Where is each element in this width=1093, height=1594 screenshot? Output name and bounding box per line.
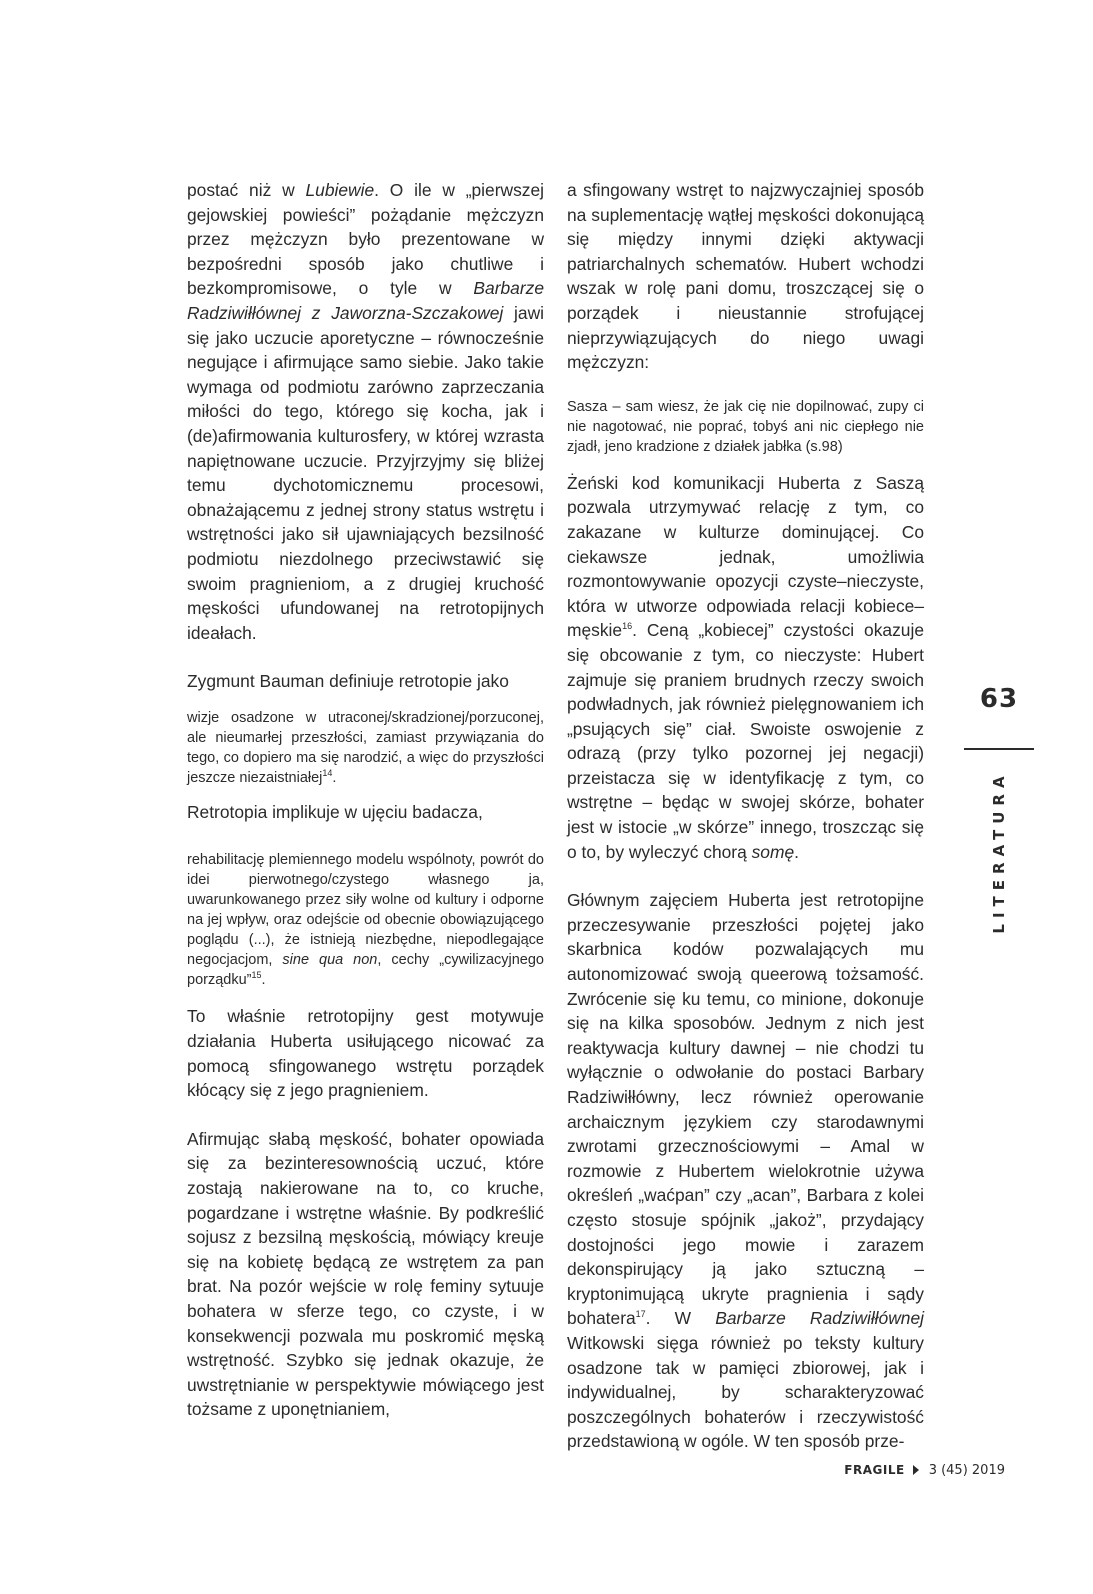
arrow-right-icon <box>913 1465 919 1475</box>
block-quote: Sasza – sam wiesz, że jak cię nie dopilnować, zupy ci nie nagotować, nie poprać, tobyś ani nic ciepłego nie zjadł, jeno kradzione z działek jabłka (s.98) <box>567 398 924 455</box>
body-paragraph: Afirmując słabą męskość, bohater opowiada się za bezinteresownością uczuć, które zostają nakierowane na to, co kruche, pogardzane i wstrętne właśnie. By podkreślić sojusz z bezsilną męskością, mówiący kreuje się na kobietę będącą ze wstrętem za pan brat. Na pozór wejście w rolę feminy sytuuje bohatera w sferze tego, co czyste, i w konsekwencji pozwala mu poskromić męską wstrętność. Szybko się jednak okazuje, że uwstrętnianie w perspektywie mówiącego jest tożsame z uponętnianiem, <box>187 1128 544 1420</box>
page-footer <box>844 1462 1005 1478</box>
body-paragraph: postać niż w Lubiewie. O ile w „pierwszej gejowskiej powieści” pożądanie mężczyzn przez mężczyzn było prezentowane w bezpośredni sposób jako chutliwe i bezkompromisowe, o tyle w Barbarze Radziwiłłównej z Jaworzna-Szczakowej jawi się jako uczucie aporetyczne – równocześnie negujące i afirmujące samo siebie. Jako takie wymaga od podmiotu zarówno zaprzeczania miłości do tego, którego się kocha, jak i (de)afirmowania kulturosfery, w której wzrasta napiętnowane uczucie. Przyjrzyjmy się bliżej temu dychotomicznemu procesowi, obnażającemu z jednej strony status wstrętu i wstrętności jako sił ujawniających bezsilność podmiotu niezdolnego przeciwstawić się swoim pragnieniom, a z drugiej kruchość męskości ufundowanej na retrotopijnych ideałach. <box>187 180 544 643</box>
body-paragraph: To właśnie retrotopijny gest motywuje działania Huberta usiłującego nicować za pomocą sfingowanego wstrętu porządek kłócący się z jego pragnieniem. <box>187 1006 544 1101</box>
footnote-ref: 16 <box>622 621 633 632</box>
left-column <box>187 178 544 1422</box>
body-paragraph: Głównym zajęciem Huberta jest retrotopijne przeczesywanie przeszłości pojętej jako skarbnica kodów pozwalających mu autonomizować swoją queerową tożsamość. Zwrócenie się ku temu, co minione, dokonuje się na kilka sposobów. Jednym z nich jest reaktywacja kultury dawnej – nie chodzi tu wyłącznie o odwołanie do postaci Barbary Radziwiłłówny, lecz również operowanie archaicznym językiem czy starodawnymi zwrotami grzecznościowymi – Amal w rozmowie z Hubertem wielokrotnie używa określeń „waćpan” czy „acan”, Barbara z kolei często stosuje spójnik „jakoż”, przydający dostojności jego mowie i zarazem dekonspirujący ją jako sztuczną – kryptonimującą ukryte pragnienia i sądy bohatera$^{17}$. W Barbarze Radziwiłłównej Witkowski sięga również po teksty kultury osadzone tak w pamięci zbiorowej, jak i indywidualnej, by scharakteryzować poszczególnych bohaterów i rzeczywistość przedstawioną w ogóle. W ten sposób prze- <box>567 890 924 1452</box>
quote-intro: Zygmunt Bauman definiuje retrotopie jako <box>187 671 509 692</box>
footnote-ref: 14 <box>322 768 333 779</box>
section-divider <box>964 748 1034 750</box>
issue-number: 3 (45) 2019 <box>928 1463 1005 1478</box>
magazine-name: FRAGILE <box>844 1463 905 1477</box>
body-paragraph: a sfingowany wstręt to najzwyczajniej sposób na suplementację wątłej męskości dokonującą się między innymi dzięki aktywacji patriarchalnych schematów. Hubert wchodzi wszak w rolę pani domu, troszczącej się o porządek i nieustannie strofującej nieprzywiązujących do niego uwagi mężczyzn: <box>567 180 924 373</box>
block-quote: rehabilitację plemiennego modelu wspólnoty, powrót do idei pierwotnego/czystego własnego ja, uwarunkowanego przez siły wolne od kultury i odporne na jej wpływ, oraz odejście od obecnie obowiązującego poglądu (...), że istnieją niezbędne, niepodlegające negocjacjom, sine qua non, cechy „cywilizacyjnego porządku”$^{15}$. <box>187 852 544 989</box>
footnote-ref: 15 <box>251 970 262 981</box>
quote-intro: Retrotopia implikuje w ujęciu badacza, <box>187 801 483 822</box>
footnote-ref: 17 <box>635 1309 646 1320</box>
section-label: LITERATURA <box>990 770 1008 934</box>
body-paragraph: Żeński kod komunikacji Huberta z Saszą pozwala utrzymywać relację z tym, co zakazane w kulturze dominującej. Co ciekawsze jednak, umożliwia rozmontowywanie opozycji czyste–nieczyste, która w utworze odpowiada relacji kobiece–męskie$^{16}$. Ceną „kobiecej” czystości okazuje się obcowanie z tym, co nieczyste: Hubert zajmuje się praniem brudnych rzeczy swoich podwładnych, jak również pielęgnowaniem ich „psujących się” ciał. Swoiste oswojenie z odrazą (przy tylko pozornej jej negacji) przeistacza się w identyfikację z tym, co wstrętne – będąc w swojej skórze, bohater jest w istocie „w skórze” innego, troszcząc się o to, by wyleczyć chorą somę. <box>567 472 924 862</box>
right-column <box>567 178 924 1454</box>
block-quote: wizje osadzone w utraconej/skradzionej/porzuconej, ale nieumarłej przeszłości, zamiast przywiązania do tego, co dopiero ma się narodzić, a więc do przyszłości jeszcze niezaistniałej$^{14}$. <box>187 709 544 786</box>
page-number: 63 <box>979 684 1019 714</box>
